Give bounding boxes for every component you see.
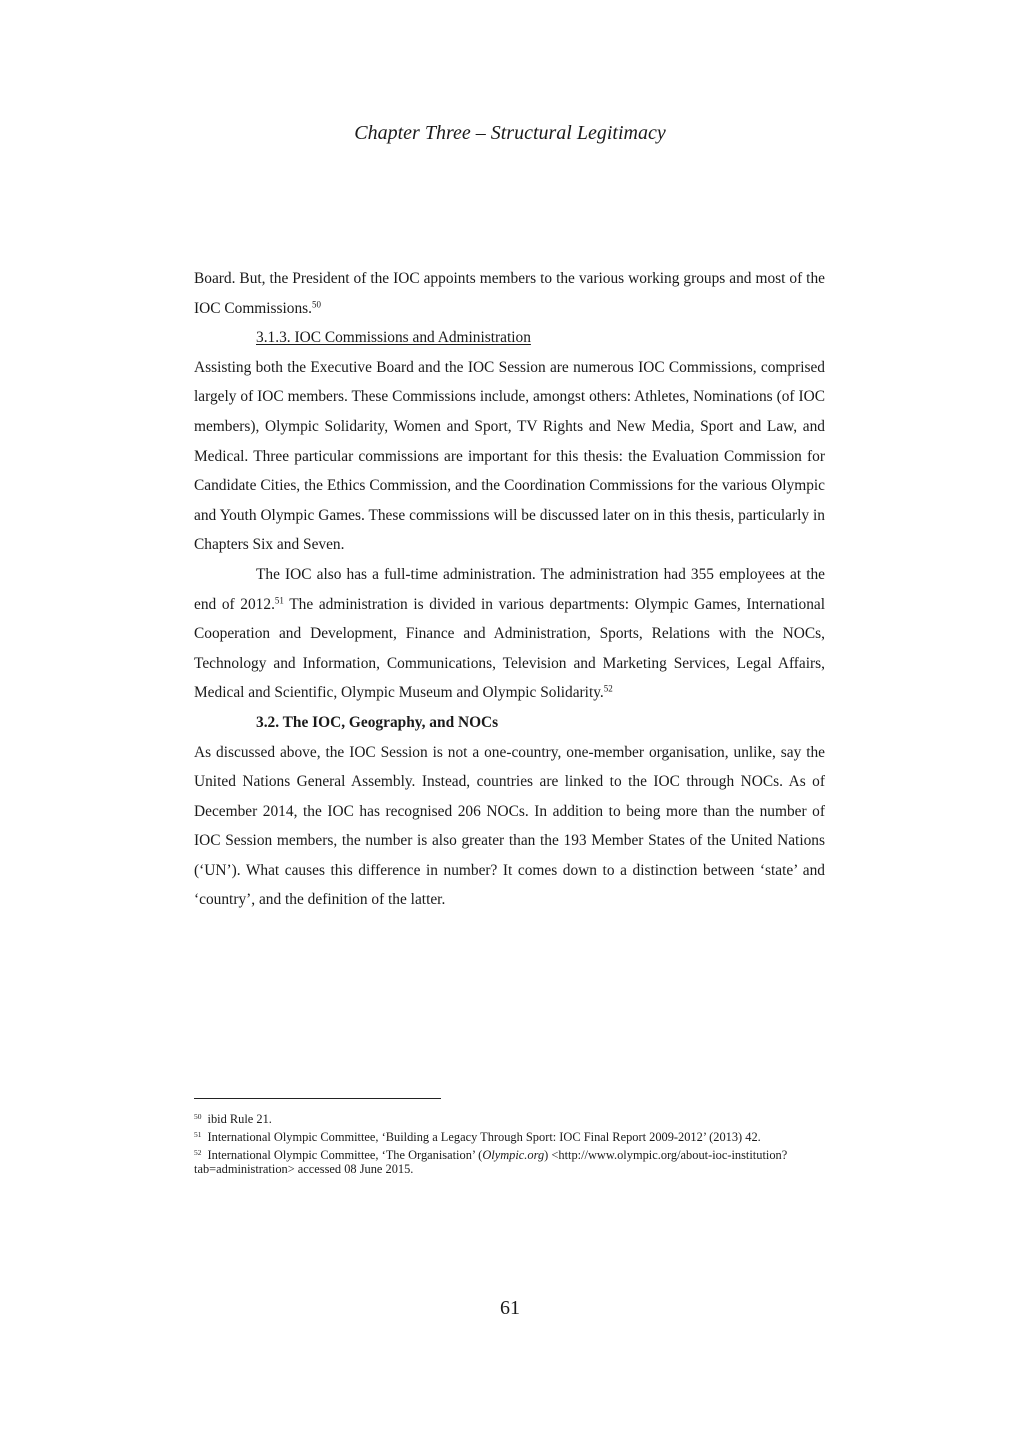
footnote-ref-52: 52 (603, 683, 613, 694)
running-header: Chapter Three – Structural Legitimacy (354, 122, 666, 144)
footnote-number: 50 (194, 1112, 202, 1121)
body-text (194, 264, 825, 915)
paragraph-4: As discussed above, the IOC Session is not a one-country, one-member organisation, unlike, say the United Nations General Assembly. Instead, countries are linked to the IOC through NOCs. As of December 2014, the IOC has recognised 206 NOCs. In addition to being more than the number of IOC Session members, the number is also greater than the 193 Member States of the United Nations (‘UN’). What causes this difference in number? It comes down to a distinction between ‘state’ and ‘country’, and the definition of the latter. (194, 743, 825, 909)
footnote-text: International Olympic Committee, ‘Building a Legacy Through Sport: IOC Final Report 2009-2012’ (2013) 42. (207, 1129, 761, 1144)
footnote-number: 52 (194, 1147, 202, 1157)
footnote-text-before: International Olympic Committee, ‘The Organisation’ ( (207, 1147, 483, 1162)
paragraph-3 (194, 560, 825, 708)
footnote-italic-source: Olympic.org (482, 1147, 545, 1162)
footnote-text-after: ) <http://www.olympic.org/about-ioc-institution?tab=administration> accessed 08 June 2015. (194, 1147, 788, 1177)
paragraph-1-text: Board. But, the President of the IOC appoints members to the various working groups and most of the IOC Commissions. (194, 270, 825, 317)
subsection-heading: 3.1.3. IOC Commissions and Administration (256, 329, 531, 347)
paragraph-2: Assisting both the Executive Board and the IOC Session are numerous IOC Commissions, comprised largely of IOC members. These Commissions include, amongst others: Athletes, Nominations (of IOC members), Olympic Solidarity, Women and Sport, TV Rights and New Media, Sport and Law, and Medical. Three particular commissions are important for this thesis: the Evaluation Commission for Candidate Cities, the Ethics Commission, and the Coordination Commissions for the various Olympic and Youth Olympic Games. These commissions will be discussed later on in this thesis, particularly in Chapters Six and Seven. (194, 358, 825, 554)
footnote-separator (194, 1098, 441, 1099)
footnote-51 (194, 1127, 834, 1145)
paragraph-3-part-2: The administration is divided in various departments: Olympic Games, International Cooperation and Development, Finance and Administration, Sports, Relations with the NOCs, Technology and Information, Communications, Television and Marketing Services, Legal Affairs, Medical and Scientific, Olympic Museum and Olympic Solidarity. (194, 595, 825, 702)
footnote-number: 51 (194, 1129, 202, 1139)
footnote-ref-50: 50 (312, 299, 322, 310)
footnotes (194, 1109, 834, 1177)
section-heading: 3.2. The IOC, Geography, and NOCs (256, 713, 499, 731)
paragraph-3-part-1: The IOC also has a full-time administration. The administration had 355 employees at the end of 2012. (194, 565, 825, 613)
footnote-text: ibid Rule 21. (207, 1111, 272, 1126)
footnote-ref-51: 51 (274, 595, 284, 606)
footnote-50 (194, 1109, 834, 1127)
paragraph-1 (194, 264, 825, 323)
footnote-52 (194, 1145, 834, 1178)
page-number: 61 (500, 1297, 520, 1319)
